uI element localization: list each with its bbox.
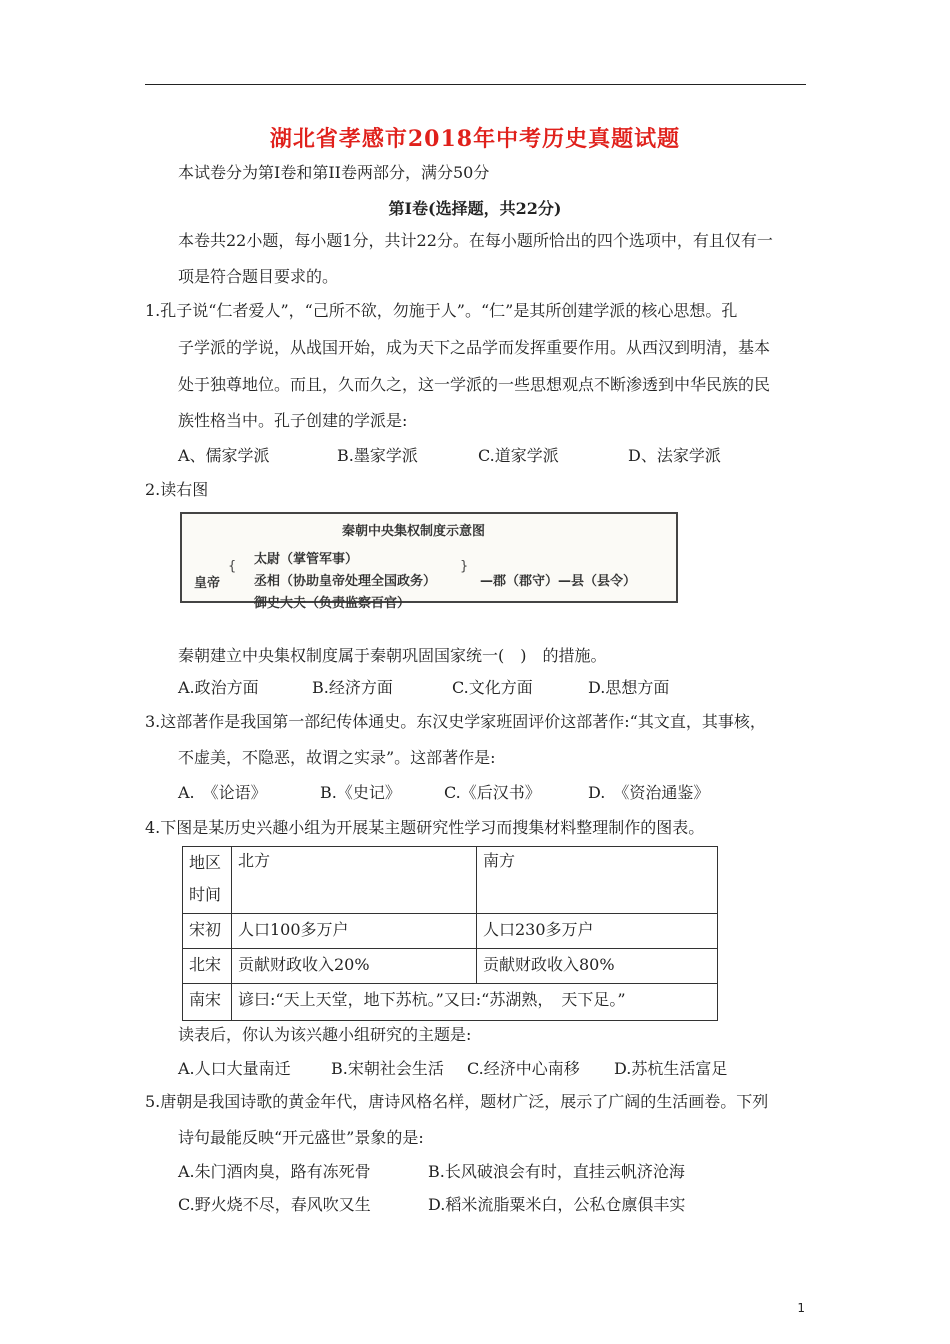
intro-text: 本试卷分为第Ⅰ卷和第II卷两部分，满分50分: [178, 163, 490, 182]
row-south: 贡献财政收入80%: [477, 949, 718, 984]
q3-line-1: 3.这部著作是我国第一部纪传体通史。东汉史学家班固评价这部著作:“其文直，其事核，: [145, 712, 766, 731]
q4-option-d: D.苏杭生活富足: [614, 1059, 728, 1078]
table-header-corner: [183, 847, 232, 914]
row-time: 北宋: [183, 949, 232, 984]
diagram-official-2: 丞相（协助皇帝处理全国政务）: [254, 574, 437, 589]
q5-line-2: 诗句最能反映“开元盛世”景象的是:: [178, 1128, 424, 1147]
q5-option-c: C.野火烧不尽，春风吹又生: [178, 1195, 371, 1214]
q3-option-d: D. 《资治通鉴》: [588, 783, 710, 802]
left-brace-icon: {: [228, 559, 237, 574]
diagram-chain: —郡（郡守）—县（县令）: [480, 574, 637, 589]
document-title: 湖北省孝感市2018年中考历史真题试题: [269, 126, 681, 152]
q3-option-c: C.《后汉书》: [444, 783, 541, 802]
row-north: 人口100多万户: [232, 914, 477, 949]
q2-option-d: D.思想方面: [588, 678, 670, 697]
table-row: [183, 949, 718, 984]
row-north: 贡献财政收入20%: [232, 949, 477, 984]
instruction-line-2: 项是符合题目要求的。: [178, 267, 339, 286]
q1-line-4: 族性格当中。孔子创建的学派是:: [178, 411, 408, 430]
q5-line-1: 5.唐朝是我国诗歌的黄金年代，唐诗风格名样，题材广泛，展示了广阔的生活画卷。下列: [145, 1092, 769, 1111]
header-south: 南方: [477, 847, 718, 914]
instruction-line-1: 本卷共22小题，每小题1分，共计22分。在每小题所恰出的四个选项中，有且仅有一: [178, 231, 773, 250]
q2-option-a: A.政治方面: [178, 678, 259, 697]
row-time: 南宋: [183, 984, 232, 1021]
q1-line-1: 1.孔子说“仁者爱人”，“己所不欲，勿施于人”。“仁”是其所创建学派的核心思想。孔: [145, 301, 738, 320]
diagram-title: 秦朝中央集权制度示意图: [342, 524, 486, 539]
q4-question: 读表后，你认为该兴趣小组研究的主题是:: [178, 1025, 472, 1044]
table-row: [183, 984, 718, 1021]
right-brace-icon: }: [460, 559, 469, 574]
row-south: 人口230多万户: [477, 914, 718, 949]
q5-option-d: D.稻米流脂粟米白，公私仓廪俱丰实: [428, 1195, 686, 1214]
header-north: 北方: [232, 847, 477, 914]
q4-option-c: C.经济中心南移: [467, 1059, 580, 1078]
q2-option-b: B.经济方面: [312, 678, 393, 697]
q5-option-a: A.朱门酒肉臭，路有冻死骨: [178, 1162, 371, 1181]
page-number: 1: [797, 1301, 805, 1315]
q3-line-2: 不虚美，不隐恶，故谓之实录”。这部著作是:: [178, 748, 496, 767]
q2-question: 秦朝建立中央集权制度属于秦朝巩固国家统一( ) 的措施。: [178, 646, 607, 665]
q5-option-b: B.长风破浪会有时，直挂云帆济沧海: [428, 1162, 685, 1181]
table-header-row: [183, 847, 718, 914]
q1-line-2: 子学派的学说，从战国开始，成为天下之品学而发挥重要作用。从西汉到明清，基本: [178, 338, 771, 357]
q4-option-a: A.人口大量南迁: [178, 1059, 291, 1078]
q2-stem: 2.读右图: [145, 480, 209, 499]
q4-option-b: B.宋朝社会生活: [331, 1059, 444, 1078]
history-table: [182, 846, 718, 1021]
row-proverb: 谚曰:“天上天堂，地下苏杭。”又曰:“苏湖熟， 天下足。”: [232, 984, 718, 1021]
diagram-official-1: 太尉（掌管军事）: [254, 552, 359, 567]
q2-option-c: C.文化方面: [452, 678, 533, 697]
diagram-official-3: 御史大夫（负责监察百官）: [254, 596, 411, 611]
row-time: 宋初: [183, 914, 232, 949]
q1-line-3: 处于独尊地位。而且，久而久之，这一学派的一些思想观点不断渗透到中华民族的民: [178, 375, 771, 394]
q1-option-c: C.道家学派: [478, 446, 559, 465]
table-row: [183, 914, 718, 949]
q1-option-d: D、法家学派: [628, 446, 721, 465]
q3-option-b: B.《史记》: [320, 783, 401, 802]
q1-option-b: B.墨家学派: [337, 446, 418, 465]
header-time: 时间: [189, 885, 222, 904]
q3-option-a: A. 《论语》: [178, 783, 267, 802]
q4-stem: 4.下图是某历史兴趣小组为开展某主题研究性学习而搜集材料整理制作的图表。: [145, 818, 705, 837]
qin-system-diagram: [180, 512, 678, 611]
diagram-emperor: 皇帝: [194, 576, 221, 591]
section-heading: 第Ⅰ卷(选择题，共22分): [388, 199, 562, 218]
q1-option-a: A、儒家学派: [178, 446, 270, 465]
header-region: 地区: [189, 853, 222, 872]
header-rule: [145, 84, 806, 85]
